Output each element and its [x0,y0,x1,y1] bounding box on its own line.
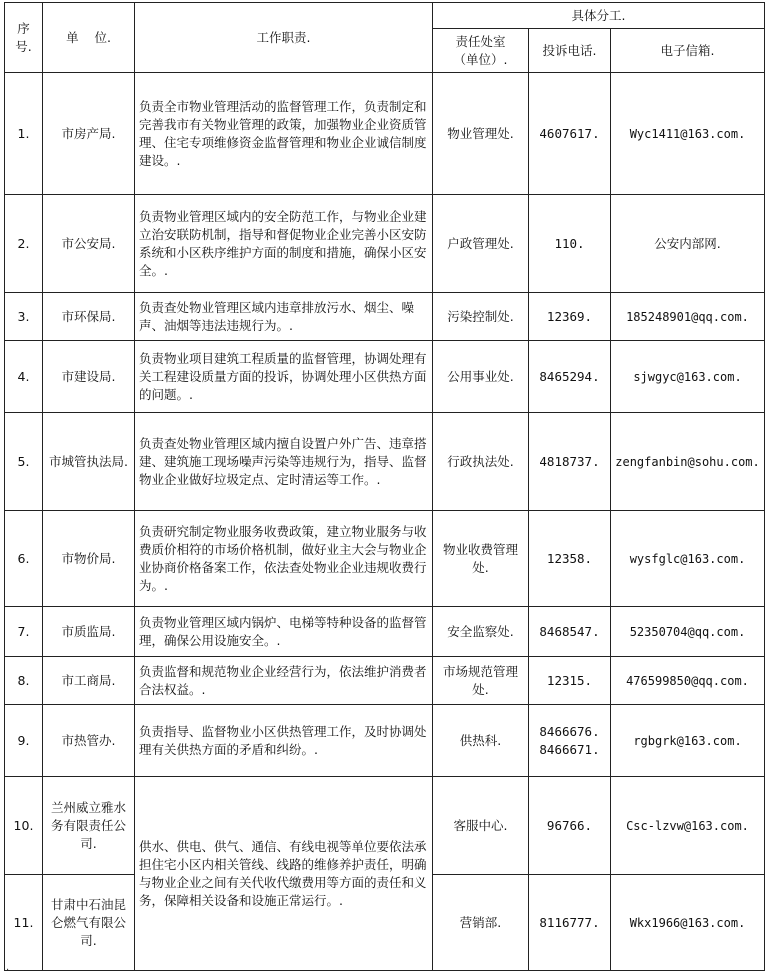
table-row [5,413,765,511]
row-unit: 市公安局. [43,195,135,293]
row-phone: 12369. [529,293,611,341]
header-email: 电子信箱. [611,29,765,73]
row-email: rgbgrk@163.com. [611,705,765,777]
row-office: 物业收费管理处. [433,511,529,607]
row-office: 行政执法处. [433,413,529,511]
row-email: 52350704@qq.com. [611,607,765,657]
row-unit: 市物价局. [43,511,135,607]
row-unit: 市城管执法局. [43,413,135,511]
row-unit: 市质监局. [43,607,135,657]
row-seq: 7. [5,607,43,657]
row-email: 476599850@qq.com. [611,657,765,705]
table-row [5,73,765,195]
row-duty: 负责物业管理区域内锅炉、电梯等特种设备的监督管理，确保公用设施安全。. [135,607,433,657]
row-seq: 4. [5,341,43,413]
row-office: 户政管理处. [433,195,529,293]
row-office: 安全监察处. [433,607,529,657]
row-email: sjwgyc@163.com. [611,341,765,413]
header-detail: 具体分工. [433,3,765,29]
row-office: 营销部. [433,875,529,971]
row-seq: 1. [5,73,43,195]
row-unit: 甘肃中石油昆仑燃气有限公司. [43,875,135,971]
table-row [5,511,765,607]
row-office: 客服中心. [433,777,529,875]
row-phone: 12315. [529,657,611,705]
row-office: 市场规范管理处. [433,657,529,705]
row-phone: 4607617. [529,73,611,195]
row-office: 供热科. [433,705,529,777]
row-unit: 市房产局. [43,73,135,195]
row-duty: 供水、供电、供气、通信、有线电视等单位要依法承担住宅小区内相关管线、线路的维修养护责任，明确与物业企业之间有关代收代缴费用等方面的责任和义务，保障相关设备和设施正常运行。. [135,777,433,971]
header-phone: 投诉电话. [529,29,611,73]
row-email: 公安内部网. [611,195,765,293]
row-seq: 11. [5,875,43,971]
row-seq: 6. [5,511,43,607]
table-row [5,293,765,341]
row-unit: 市热管办. [43,705,135,777]
row-phone: 4818737. [529,413,611,511]
table-row [5,705,765,777]
row-unit: 市工商局. [43,657,135,705]
row-duty: 负责查处物业管理区域内违章排放污水、烟尘、噪声、油烟等违法违规行为。. [135,293,433,341]
row-phone: 96766. [529,777,611,875]
row-phone: 110. [529,195,611,293]
row-unit: 兰州威立雅水务有限责任公司. [43,777,135,875]
header-seq: 序 号. [5,3,43,73]
row-email: zengfanbin@sohu.com. [611,413,765,511]
row-duty: 负责指导、监督物业小区供热管理工作，及时协调处理有关供热方面的矛盾和纠纷。. [135,705,433,777]
row-duty: 负责物业项目建筑工程质量的监督管理，协调处理有关工程建设质量方面的投诉，协调处理小区供热方面的问题。. [135,341,433,413]
header-row-1 [5,3,765,29]
table-row [5,607,765,657]
row-duty: 负责全市物业管理活动的监督管理工作，负责制定和完善我市有关物业管理的政策，加强物业企业资质管理、住宅专项维修资金监督管理和物业企业诚信制度建设。. [135,73,433,195]
row-phone: 8466676. 8466671. [529,705,611,777]
row-email: Csc-lzvw@163.com. [611,777,765,875]
row-duty: 负责物业管理区域内的安全防范工作，与物业企业建立治安联防机制，指导和督促物业企业完善小区安防系统和小区秩序维护方面的制度和措施，确保小区安全。. [135,195,433,293]
row-phone: 12358. [529,511,611,607]
row-email: Wyc1411@163.com. [611,73,765,195]
header-office: 责任处室 （单位）. [433,29,529,73]
row-email: 185248901@qq.com. [611,293,765,341]
table-row [5,341,765,413]
row-seq: 8. [5,657,43,705]
row-office: 物业管理处. [433,73,529,195]
row-seq: 2. [5,195,43,293]
row-office: 污染控制处. [433,293,529,341]
row-seq: 5. [5,413,43,511]
header-unit: 单 位. [43,3,135,73]
row-email: wysfglc@163.com. [611,511,765,607]
row-duty: 负责研究制定物业服务收费政策，建立物业服务与收费质价相符的市场价格机制，做好业主大会与物业企业协商价格备案工作，依法查处物业企业违规收费行为。. [135,511,433,607]
table-row [5,195,765,293]
row-duty: 负责查处物业管理区域内擅自设置户外广告、违章搭建、建筑施工现场噪声污染等违规行为，指导、监督物业企业做好垃圾定点、定时清运等工作。. [135,413,433,511]
header-duty: 工作职责. [135,3,433,73]
row-seq: 9. [5,705,43,777]
row-seq: 10. [5,777,43,875]
table-row [5,657,765,705]
row-phone: 8465294. [529,341,611,413]
row-email: Wkx1966@163.com. [611,875,765,971]
row-seq: 3. [5,293,43,341]
footer-mark: . [6,962,10,973]
row-phone: 8468547. [529,607,611,657]
responsibility-table [4,2,765,971]
row-office: 公用事业处. [433,341,529,413]
row-phone: 8116777. [529,875,611,971]
row-unit: 市环保局. [43,293,135,341]
table-row [5,777,765,875]
row-duty: 负责监督和规范物业企业经营行为，依法维护消费者合法权益。. [135,657,433,705]
row-unit: 市建设局. [43,341,135,413]
